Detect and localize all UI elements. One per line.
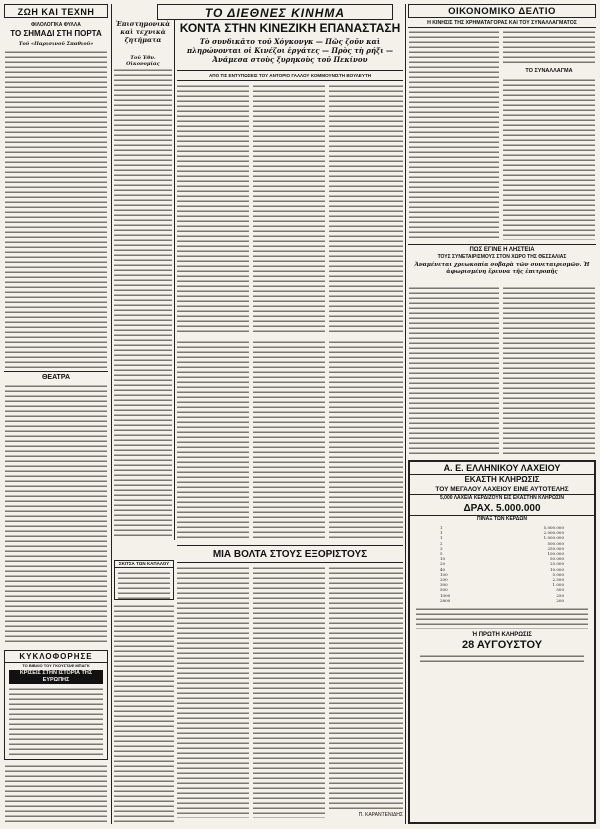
prize-count: 1 [440,535,443,541]
market-col-1 [409,30,499,240]
prize-amount: 100.000 [547,551,564,557]
article-col-1 [177,84,249,334]
prize-table-heading: ΠΙΝΑΞ ΤΩΝ ΚΕΡΔΩΝ [477,516,527,522]
prize-amount: 1.000.000 [543,535,564,541]
market-col-2 [503,30,595,66]
larissa-deck: Ἀναμένεται χρεωκοπία σοβαρὰ τῶν συνεταιρισμῶν. Ἡ ἀφωρισμένη ἔρευνα τῆς ἐπιτροπῆς [414,262,590,275]
prize-count: 3 [440,545,443,551]
larissa-title: ΠΩΣ ΕΓΙΝΕ Η ΛΗΣΤΕΙΑ [469,247,535,253]
col-rule-2 [174,20,175,540]
feuilleton-body [5,50,107,368]
prize-amount: 5.000.000 [543,525,564,530]
exile-col-2 [253,566,325,818]
lottery-prize: ΔΡΑΧ. 5.000.000 [410,502,594,516]
article-col-3 [329,84,403,334]
exile-headline: ΜΙΑ ΒΟΛΤΑ ΣΤΟΥΣ ΕΞΟΡΙΣΤΟΥΣ [212,549,368,560]
lottery-note [416,607,588,629]
lottery-subtitle-1: ΕΚΑΣΤΗ ΚΛΗΡΩΣΙΣ [464,475,540,484]
right-section-header [408,4,596,18]
bottom-top-rule [177,545,403,546]
center-section-title: ΤΟ ΔΙΕΘΝΕΣ ΚΙΝΗΜΑ [204,6,346,20]
prize-table [410,523,594,605]
prize-amount: 2.500 [552,577,564,583]
science-box-subtitle: Τοῦ Ἐθν. Οἰκονομίας [126,55,160,67]
science-body [114,68,172,538]
book-ad-headline: ΚΡΙΣΕΙΣ ΣΤΗΝ ΙΣΤΟΡΙΑ ΤΗΣ ΕΥΡΩΠΗΣ [9,670,103,684]
prize-count: 2 [440,540,443,546]
feuilleton-tag: ΦΙΛΟΛΟΓΙΚΑ ΦΥΛΛΑ [31,22,81,28]
prize-amount: 500 [556,587,564,593]
draw-note [420,654,584,664]
book-ad-subtitle: ΤΟ ΒΙΒΛΙΟ ΤΟΥ ΓΚΟΥΣΤΑΦ ΜΠΑΓΚ [22,663,90,668]
theatre-heading: ΘΕΑΤΡΑ [41,374,71,381]
prize-table-row [440,598,564,603]
prize-amount: 5.000 [552,571,564,577]
market-headline: Η ΚΙΝΗΣΙΣ ΤΗΣ ΧΡΗΜΑΤΑΓΟΡΑΣ ΚΑΙ ΤΟΥ ΣΥΝΑΛΛΑΓΜΑΤΟΣ [408,20,596,28]
market-col-3 [503,78,595,240]
sketch-box-title: ΣΚΙΤΣΑ ΤΩΝ ΚΑΠΑΛΟΥ [115,561,173,568]
main-headline: ΚΟΝΤΑ ΣΤΗΝ ΚΙΝΕΖΙΚΗ ΕΠΑΝΑΣΤΑΣΗ [179,21,401,35]
center-section-header [157,4,393,20]
prize-count: 20 [440,561,446,567]
prize-count: 500 [440,587,448,593]
prize-amount: 500.000 [547,540,564,546]
article-col-5 [253,340,325,540]
prize-count: 200 [440,577,448,583]
prize-count: 1000 [440,592,451,598]
prize-count: 100 [440,571,448,577]
article-col-4 [177,340,249,540]
prize-amount: 200 [556,597,564,603]
prize-count: 5 [440,551,443,557]
larissa-col-2 [503,286,595,456]
exile-col-3 [329,566,403,810]
right-section-title: ΟΙΚΟΝΟΜΙΚΟ ΔΕΛΤΙΟ [448,6,556,17]
prize-amount: 2.000.000 [543,530,564,536]
prize-count: 300 [440,582,448,588]
col-rule-1 [111,4,112,824]
main-subhead: Τὸ συνδικᾶτο τοῦ Χόγκονγκ — Πῶς ζοῦν καὶ πληρώνονται οἱ Κινέζοι ἐργάτες — Πρὸς τὴ ρήξι — Ἀνάμεσα στοὺς ξυρηκοὺς τοῦ Πεκίνου [186,37,394,64]
prize-amount: 10.000 [550,566,564,572]
theatre-listings [5,384,107,644]
lottery-subtitle-2: ΤΟΥ ΜΕΓΑΛΟΥ ΛΑΧΕΙΟΥ ΕΙΝΕ ΑΥΤΟΤΕΛΗΣ [435,486,569,493]
prize-count: 1 [440,525,443,530]
lottery-deck: 5,000 ΛΑΧΕΙΑ ΚΕΡΔΙΖΟΥΝ ΕΙΣ ΕΚΑΣΤΗΝ ΚΛΗΡΩΣΙΝ [410,494,594,502]
book-ad-box [4,650,108,760]
prize-count: 10 [440,556,446,562]
prize-amount: 250 [556,592,564,598]
draw-date: 28 ΑΥΓΟΥΣΤΟΥ [461,639,543,652]
left-divider [4,371,108,372]
draw-title: Ἡ ΠΡΩΤΗ ΚΛΗΡΩΣΙΣ [472,632,532,639]
exile-col-1 [177,566,249,818]
bottom-headline-rule [177,562,403,563]
byline-rule [177,80,403,81]
left-section-title: ΖΩΗ ΚΑΙ ΤΕΧΝΗ [17,7,95,17]
book-ad-title: ΚΥΚΛΟΦΟΡΗΣΕ [5,651,107,663]
main-byline: ΑΠΟ ΤΙΣ ΕΝΤΥΠΩΣΕΙΣ ΤΟΥ ΑΝΤΟΡΙΟ ΓΑΛΛΟΥ ΚΟΜΜΟΥΝΙΣΤΗ ΒΟΥΛΕΥΤΗ [208,73,372,78]
larissa-col-1 [409,286,499,456]
headline-rule [177,70,403,71]
article-col-2 [253,84,325,334]
sketch-continued [114,604,174,824]
sketch-box [114,560,174,600]
left-section-header [4,4,108,18]
book-ad-body [9,687,103,757]
prize-amount: 1.000 [552,582,564,588]
left-bottom-text [5,764,107,824]
prize-count: 1 [440,530,443,536]
feuilleton-subtitle: Τοῦ «Παρισινοῦ Σπαθιοῦ» [18,41,94,47]
right-mid-rule [408,244,596,245]
lottery-title: Α. Ε. ΕΛΛΗΝΙΚΟΥ ΛΑΧΕΙΟΥ [410,462,594,475]
larissa-subtitle: ΤΟΥΣ ΣΥΝΕΤΑΙΡΙΣΜΟΥΣ ΣΤΟΝ ΧΩΡΟ ΤΗΣ ΘΕΣΣΑΛΙΑΣ [437,254,567,260]
sketch-box-body [118,571,170,599]
exile-signature: Π. ΚΑΡΑΝΤΕΝΙΔΗΣ [358,812,403,818]
lottery-ad [408,460,596,824]
col-rule-3 [405,4,406,824]
prize-count: 2800 [440,597,451,603]
prize-amount: 25.000 [550,561,564,567]
prize-amount: 50.000 [550,556,564,562]
prize-count: 40 [440,566,446,572]
article-col-6 [329,340,403,540]
feuilleton-title: ΤΟ ΣΗΜΑΔΙ ΣΤΗ ΠΟΡΤΑ [10,29,102,38]
prize-amount: 250.000 [547,545,564,551]
exchange-heading: ΤΟ ΣΥΝΑΛΛΑΓΜΑ [525,68,573,74]
science-box-title: Ἐπιστημονικὰ καὶ τεχνικὰ ζητήματα [115,20,171,44]
